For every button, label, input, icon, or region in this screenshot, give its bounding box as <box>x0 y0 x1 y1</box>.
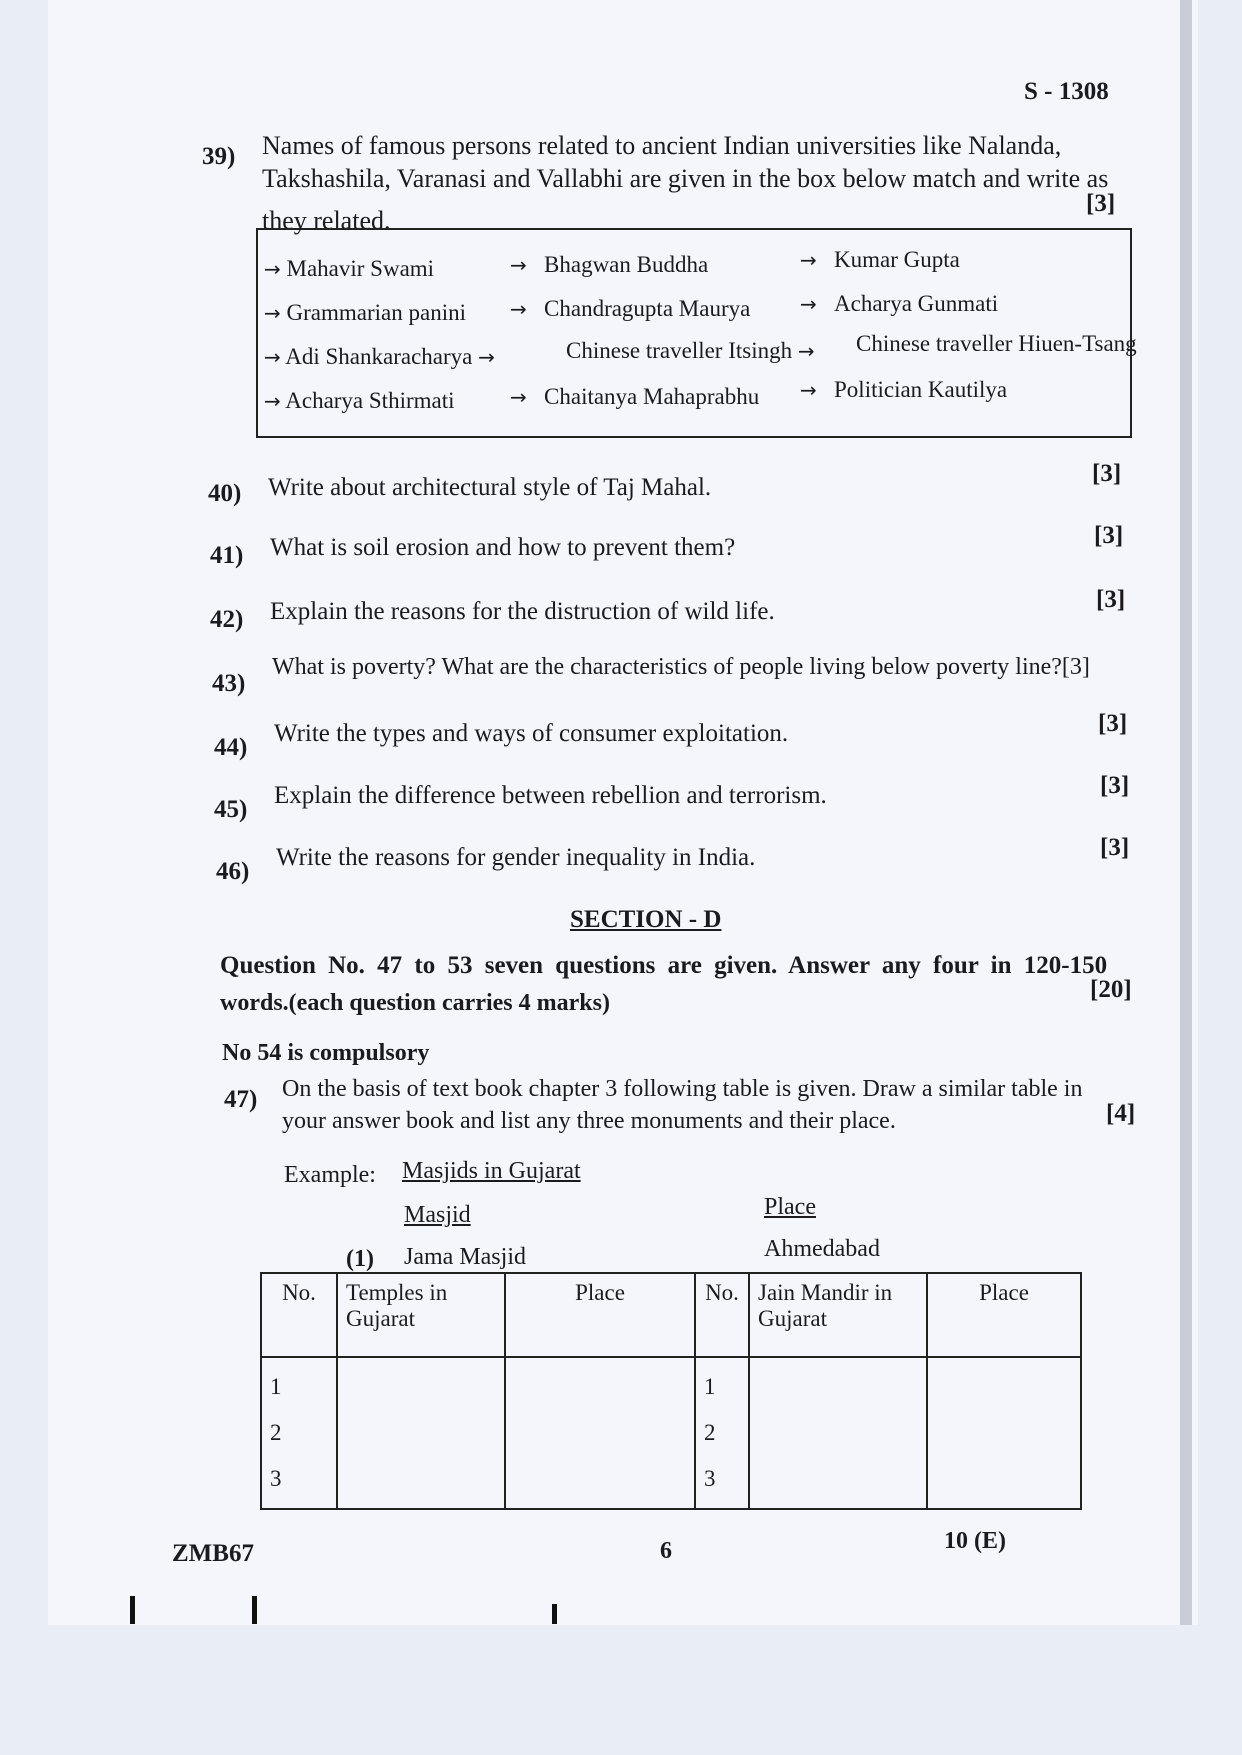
q43-number: 43) <box>212 670 246 697</box>
table-header-cell: Temples in Gujarat <box>337 1273 505 1357</box>
table-row-numbers: 1 2 3 <box>695 1357 749 1509</box>
match-item: → Grammarian panini <box>264 300 466 325</box>
match-item: Chinese traveller Hiuen-Tsang <box>856 331 1137 356</box>
q40-text: Write about architectural style of Taj Mahal. <box>268 474 712 501</box>
table-header-cell: Jain Mandir in Gujarat <box>749 1273 927 1357</box>
match-item: → Chaitanya Mahaprabhu <box>510 384 760 409</box>
section-heading: SECTION - D <box>570 906 722 933</box>
example-col-masjid: Masjid <box>404 1202 471 1228</box>
q41-number: 41) <box>210 542 244 569</box>
q45-number: 45) <box>214 796 248 823</box>
table-header-cell: No. <box>261 1273 337 1357</box>
q45-text: Explain the difference between rebellion and terrorism. <box>274 782 827 809</box>
q41-marks: [3] <box>1094 522 1124 549</box>
q47-line-2: your answer book and list any three monuments and their place. <box>282 1108 896 1134</box>
binding-mark <box>130 1596 135 1624</box>
example-row-number: (1) <box>346 1246 374 1272</box>
q40-marks: [3] <box>1092 460 1122 487</box>
table-header-cell: Place <box>927 1273 1081 1357</box>
paper-code: S - 1308 <box>1024 78 1109 105</box>
q47-number: 47) <box>224 1086 258 1113</box>
table-header-cell: Place <box>505 1273 695 1357</box>
example-label: Example: <box>284 1162 376 1188</box>
section-instruction-line-2: words.(each question carries 4 marks) <box>220 990 610 1016</box>
table-header-cell: No. <box>695 1273 749 1357</box>
section-marks: [20] <box>1090 976 1132 1003</box>
q40-number: 40) <box>208 480 242 507</box>
q44-number: 44) <box>214 734 248 761</box>
q44-text: Write the types and ways of consumer exploitation. <box>274 720 789 747</box>
binding-mark <box>252 1596 257 1624</box>
example-title: Masjids in Gujarat <box>402 1158 581 1184</box>
q44-marks: [3] <box>1098 710 1128 737</box>
table-row-numbers: 1 2 3 <box>261 1357 337 1509</box>
q43-text: What is poverty? What are the characteristics of people living below poverty line?[3] <box>272 654 1090 680</box>
match-item: → Adi Shankaracharya → <box>264 344 495 369</box>
footer-code: ZMB67 <box>172 1540 254 1567</box>
match-item: → Mahavir Swami <box>264 256 435 281</box>
match-item: → Acharya Gunmati <box>800 291 999 316</box>
q47-line-1: On the basis of text book chapter 3 following table is given. Draw a similar table in <box>282 1076 1083 1102</box>
match-item: → Chandragupta Maurya <box>510 296 751 321</box>
example-col-place: Place <box>764 1194 816 1220</box>
q39-line-3: they related. <box>262 206 391 235</box>
example-row-place: Ahmedabad <box>764 1236 880 1262</box>
binding-mark <box>552 1604 557 1624</box>
page-number: 6 <box>660 1538 672 1564</box>
section-instruction-line-1: Question No. 47 to 53 seven questions are given. Answer any four in 120-150 <box>220 952 1108 979</box>
q42-marks: [3] <box>1096 586 1126 613</box>
page-edge-shadow <box>1180 0 1192 1625</box>
table-cell <box>927 1357 1081 1509</box>
table-body-row <box>261 1357 1081 1509</box>
match-item: → Politician Kautilya <box>800 377 1008 402</box>
match-item: → Bhagwan Buddha <box>510 252 709 277</box>
q46-number: 46) <box>216 858 250 885</box>
example-row-masjid: Jama Masjid <box>404 1244 526 1270</box>
match-item: Chinese traveller Itsingh → <box>566 338 815 363</box>
table-header-row <box>261 1273 1081 1357</box>
q46-marks: [3] <box>1100 834 1130 861</box>
q42-text: Explain the reasons for the distruction of wild life. <box>270 598 775 625</box>
q47-marks: [4] <box>1106 1100 1136 1127</box>
q41-text: What is soil erosion and how to prevent them? <box>270 534 736 561</box>
footer-version: 10 (E) <box>944 1528 1006 1554</box>
q39-number: 39) <box>202 143 236 170</box>
q39-line-2: Takshashila, Varanasi and Vallabhi are given in the box below match and write as <box>262 164 1109 193</box>
q45-marks: [3] <box>1100 772 1130 799</box>
q39-line-1: Names of famous persons related to ancient Indian universities like Nalanda, <box>262 131 1062 160</box>
table-cell <box>505 1357 695 1509</box>
q46-text: Write the reasons for gender inequality in India. <box>276 844 756 871</box>
q39-marks: [3] <box>1086 190 1116 217</box>
match-item: → Acharya Sthirmati <box>264 388 455 413</box>
table-cell <box>337 1357 505 1509</box>
compulsory-note: No 54 is compulsory <box>222 1040 430 1066</box>
monuments-table <box>260 1272 1082 1510</box>
table-cell <box>749 1357 927 1509</box>
match-item: → Kumar Gupta <box>800 247 960 272</box>
q42-number: 42) <box>210 606 244 633</box>
